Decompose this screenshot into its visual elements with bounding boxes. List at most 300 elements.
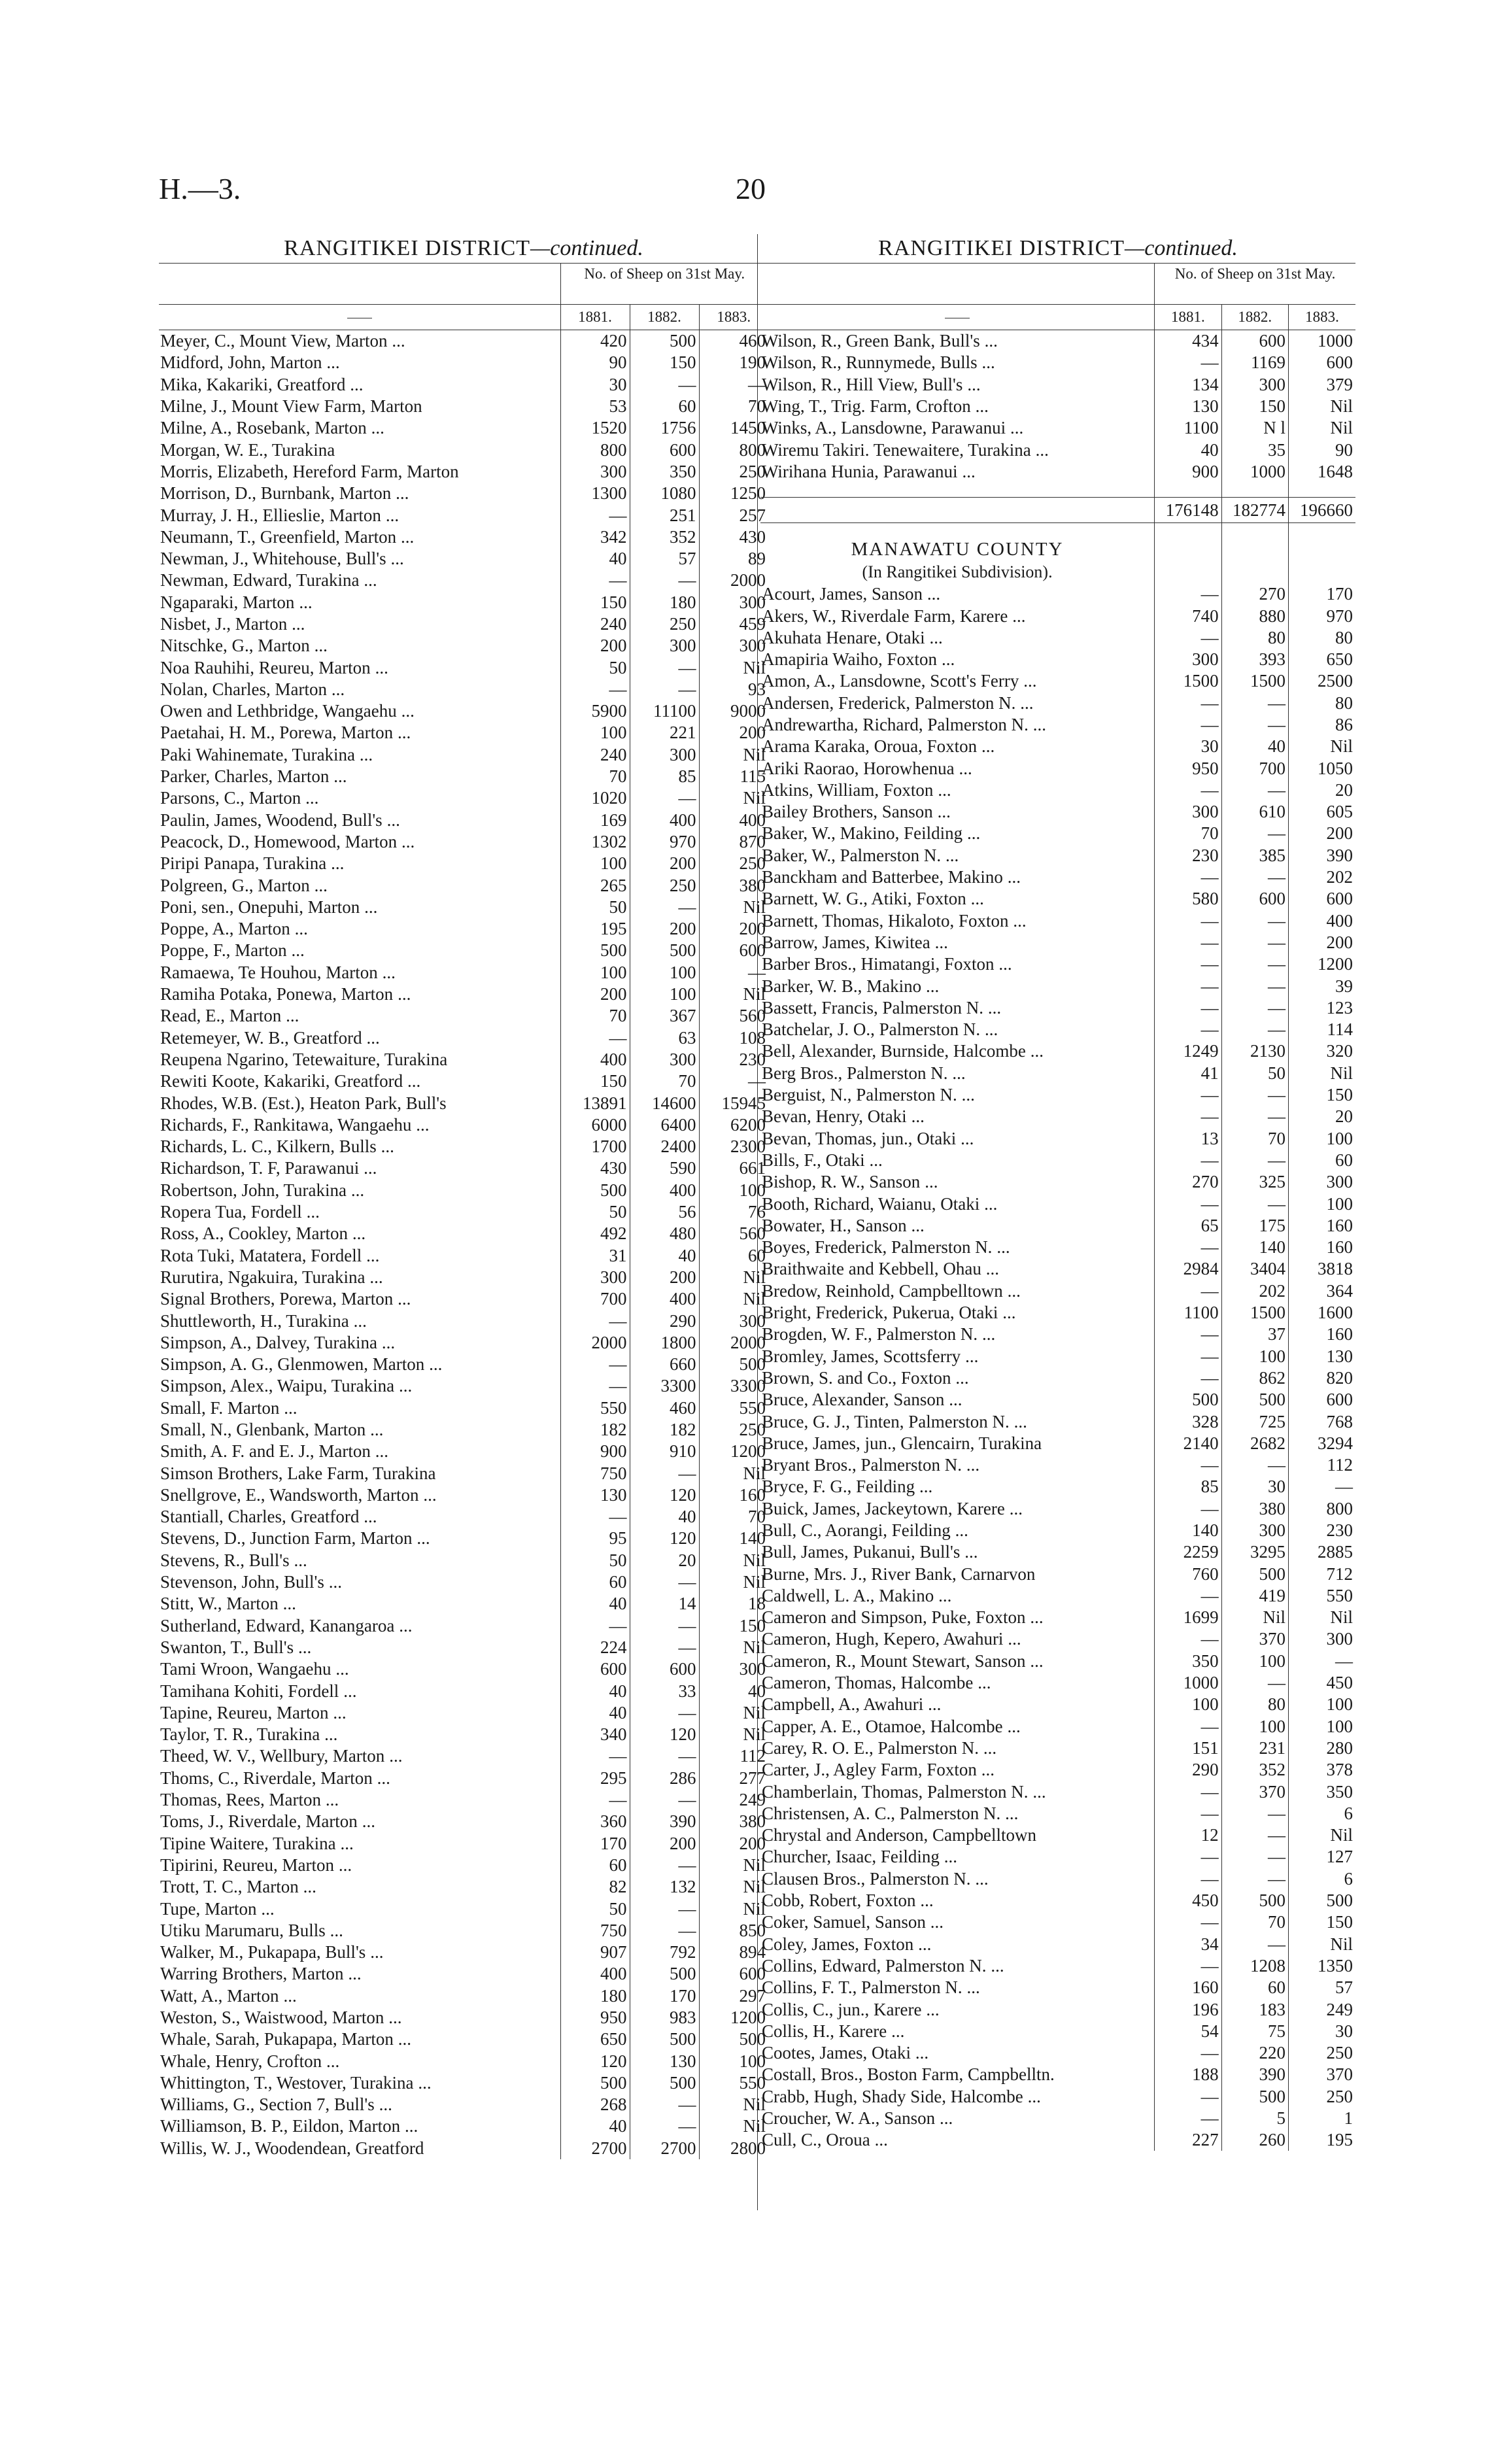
sheep-count-1883: 200 xyxy=(699,1832,768,1854)
sheep-count-1881: 550 xyxy=(560,1397,630,1419)
sheep-count-1883: Nil xyxy=(699,1571,768,1593)
leader-dots: ... xyxy=(1007,1280,1021,1301)
leader-dots: ... xyxy=(331,679,345,699)
owner-name-cell xyxy=(760,714,1155,736)
sheep-count-1882: — xyxy=(1221,997,1288,1019)
sheep-count-1881: — xyxy=(1155,1868,1221,1890)
owner-name: Barrow, James, Kiwitea xyxy=(762,932,930,952)
sheep-count-1881: 40 xyxy=(560,1702,630,1724)
sheep-count-1883: 450 xyxy=(1289,1672,1355,1694)
leader-dots: ... xyxy=(955,1520,968,1540)
leader-dots: ... xyxy=(340,1833,354,1853)
sheep-count-1882: — xyxy=(630,1745,699,1767)
sheep-count-1881: 500 xyxy=(560,2072,630,2094)
owner-name-cell xyxy=(760,1454,1155,1476)
sheep-count-1882: 270 xyxy=(1221,583,1288,605)
sheep-count-1881: 150 xyxy=(560,592,630,613)
sheep-count-1882: 385 xyxy=(1221,845,1288,866)
leader-dots: ... xyxy=(331,853,345,874)
table-row xyxy=(159,744,768,766)
owner-name: Barnett, W. G., Atiki, Foxton xyxy=(762,889,966,909)
table-row xyxy=(760,1476,1355,1497)
table-row xyxy=(760,1128,1355,1150)
leader-dots: ... xyxy=(952,1063,966,1083)
leader-dots: ... xyxy=(920,1891,934,1911)
county-title: MANAWATU COUNTY xyxy=(851,539,1064,560)
owner-name: Paki Wahinemate, Turakina xyxy=(160,744,356,764)
sheep-count-1881: 907 xyxy=(560,1942,630,1963)
owner-name-cell xyxy=(159,1136,560,1157)
sheep-count-1882: — xyxy=(1221,714,1288,736)
sheep-count-1881: 265 xyxy=(560,874,630,896)
sheep-count-1881: 140 xyxy=(1155,1520,1221,1541)
sheep-count-1882: — xyxy=(1221,1150,1288,1171)
sheep-count-1881: 54 xyxy=(1155,2021,1221,2042)
sheep-count-1881: — xyxy=(1155,1585,1221,1607)
leader-dots: ... xyxy=(385,505,400,525)
leader-dots: ... xyxy=(390,549,404,569)
owner-name: Morrison, D., Burnbank, Marton xyxy=(160,483,392,504)
owner-name-cell xyxy=(159,679,560,700)
leader-dots: ... xyxy=(379,2095,392,2115)
sheep-count-1883: 870 xyxy=(699,831,768,853)
table-row xyxy=(159,831,768,853)
sheep-count-1882: 50 xyxy=(1221,1063,1288,1084)
sheep-count-1881: 750 xyxy=(560,1920,630,1942)
sheep-count-1882: 725 xyxy=(1221,1411,1288,1432)
sheep-count-1883: 114 xyxy=(1289,1019,1355,1040)
owner-name-cell xyxy=(760,997,1155,1019)
owner-name: Baker, W., Palmerston N. xyxy=(762,845,942,865)
sheep-count-1883: Nil xyxy=(699,1267,768,1288)
table-row xyxy=(760,779,1355,801)
sheep-count-1882: — xyxy=(1221,1193,1288,1214)
sheep-count-1882: 33 xyxy=(630,1680,699,1702)
owner-name: Rurutira, Ngakuira, Turakina xyxy=(160,1267,366,1287)
table-row xyxy=(760,1737,1355,1759)
sheep-count-1883: 300 xyxy=(1289,1171,1355,1193)
sheep-count-1881: 500 xyxy=(1155,1389,1221,1411)
owner-name-cell xyxy=(159,2138,560,2159)
table-row xyxy=(760,1846,1355,1868)
owner-name: Swanton, T., Bull's xyxy=(160,1637,294,1657)
sheep-count-1883: — xyxy=(1289,1476,1355,1497)
sheep-count-1882: — xyxy=(1221,1084,1288,1106)
owner-name-cell xyxy=(159,504,560,526)
owner-name-cell xyxy=(159,2115,560,2137)
sheep-count-1883: Nil xyxy=(1289,1824,1355,1846)
leader-dots: ... xyxy=(996,1237,1010,1258)
owner-name: Williams, G., Section 7, Bull's xyxy=(160,2095,375,2115)
owner-name-cell xyxy=(760,1063,1155,1084)
sheep-count-1881: — xyxy=(1155,1955,1221,1977)
sheep-count-1883: 39 xyxy=(1289,975,1355,997)
owner-name: Collis, C., jun., Karere xyxy=(762,1999,922,2019)
owner-name-cell xyxy=(159,940,560,961)
owner-name-cell xyxy=(159,1768,560,1789)
leader-dots: ... xyxy=(1032,1781,1046,1802)
owner-name-cell xyxy=(760,1520,1155,1541)
leader-dots: ... xyxy=(981,352,995,373)
owner-name: Tipine Waitere, Turakina xyxy=(160,1833,336,1853)
owner-name-cell xyxy=(760,779,1155,801)
owner-name-cell xyxy=(159,461,560,483)
owner-name: Sutherland, Edward, Kanangaroa xyxy=(160,1615,395,1635)
leader-dots: ... xyxy=(350,1180,365,1200)
sheep-count-1881: 30 xyxy=(1155,736,1221,757)
sheep-count-1882: — xyxy=(630,679,699,700)
table-row xyxy=(760,888,1355,910)
table-row xyxy=(760,1911,1355,1933)
owner-name-cell xyxy=(760,953,1155,975)
sheep-count-1881: 1700 xyxy=(560,1136,630,1157)
leader-dots: ... xyxy=(392,331,405,351)
owner-name: Costall, Bros., Boston Farm, Campbelltn. xyxy=(762,2064,1055,2085)
table-row xyxy=(159,352,768,373)
owner-name-cell xyxy=(760,1651,1155,1672)
table-row xyxy=(159,1092,768,1114)
sheep-count-1881: 1020 xyxy=(560,787,630,809)
table-row xyxy=(760,910,1355,932)
sheep-count-1883: 300 xyxy=(699,635,768,657)
right-column xyxy=(760,234,1355,2151)
sheep-count-1881: — xyxy=(1155,1324,1221,1345)
leader-dots: ... xyxy=(292,614,305,634)
table-row xyxy=(159,2072,768,2094)
table-row xyxy=(760,1498,1355,1520)
owner-name-cell xyxy=(159,330,560,352)
owner-name-cell xyxy=(159,787,560,809)
owner-name-cell xyxy=(760,1215,1155,1237)
sheep-count-1883: 150 xyxy=(1289,1911,1355,1933)
sheep-count-1883: 190 xyxy=(699,352,768,373)
table-row xyxy=(159,897,768,918)
sheep-count-1882: — xyxy=(1221,1803,1288,1824)
sheep-count-1882: 80 xyxy=(1221,627,1288,649)
owner-name-cell xyxy=(760,1367,1155,1389)
sheep-count-1881: 134 xyxy=(1155,374,1221,396)
owner-name: Churcher, Isaac, Feilding xyxy=(762,1847,940,1867)
table-row xyxy=(760,736,1355,757)
owner-name: Stevens, D., Junction Farm, Marton xyxy=(160,1528,413,1549)
owner-name: Berg Bros., Palmerston N. xyxy=(762,1063,948,1083)
leader-dots: ... xyxy=(1013,1411,1027,1431)
table-row xyxy=(159,1114,768,1136)
sheep-count-1881: 100 xyxy=(1155,1694,1221,1715)
owner-name: Bull, C., Aorangi, Feilding xyxy=(762,1520,951,1540)
total-1882: 182774 xyxy=(1221,498,1288,523)
leader-dots: ... xyxy=(298,1637,312,1657)
table-row xyxy=(760,1345,1355,1367)
owner-name: Williamson, B. P., Eildon, Marton xyxy=(160,2116,401,2136)
table-row xyxy=(159,1811,768,1832)
leader-dots: ... xyxy=(401,701,415,721)
sheep-count-1881: — xyxy=(1155,1454,1221,1476)
leader-dots: ... xyxy=(338,1855,352,1875)
sheep-count-1881: 700 xyxy=(560,1288,630,1310)
owner-name-cell xyxy=(760,1803,1155,1824)
owner-name-cell xyxy=(159,1832,560,1854)
sheep-count-1883: 460 xyxy=(699,330,768,352)
leader-dots: ... xyxy=(1030,1607,1044,1628)
sheep-count-1883: Nil xyxy=(699,1898,768,1919)
owner-name-cell xyxy=(159,1506,560,1528)
leader-dots: ... xyxy=(305,788,319,808)
owner-name: Amapiria Waiho, Foxton xyxy=(762,649,938,670)
owner-name-cell xyxy=(159,635,560,657)
owner-name: Andrewartha, Richard, Palmerston N. xyxy=(762,715,1029,734)
sheep-count-1883: 378 xyxy=(1289,1759,1355,1781)
sheep-count-1883: 300 xyxy=(699,1658,768,1680)
sheep-count-1881: 342 xyxy=(560,526,630,548)
table-row xyxy=(159,722,768,744)
sheep-count-1883: Nil xyxy=(1289,1607,1355,1628)
leader-dots: ... xyxy=(398,1376,413,1396)
table-row xyxy=(159,766,768,787)
table-row xyxy=(760,1150,1355,1171)
leader-dots: ... xyxy=(938,1585,952,1605)
sheep-count-1881: — xyxy=(1155,1150,1221,1171)
owner-name-cell xyxy=(159,1898,560,1919)
sheep-count-1883: 277 xyxy=(699,1768,768,1789)
sheep-count-1883: 400 xyxy=(1289,910,1355,932)
table-row xyxy=(159,2028,768,2050)
owner-name-cell xyxy=(159,1201,560,1223)
sheep-count-1882: 250 xyxy=(630,874,699,896)
leader-dots: ... xyxy=(324,1724,338,1745)
sheep-count-1883: 250 xyxy=(699,853,768,874)
owner-name-cell xyxy=(760,1237,1155,1258)
owner-name: Thomas, Rees, Marton xyxy=(160,1790,321,1810)
leader-dots: ... xyxy=(333,1702,347,1722)
table-row xyxy=(159,679,768,700)
leader-dots: ... xyxy=(987,997,1002,1018)
owner-name: Neumann, T., Greenfield, Marton xyxy=(160,526,397,547)
sheep-count-1882: 200 xyxy=(630,1267,699,1288)
table-row xyxy=(159,1157,768,1179)
sheep-count-1881: 30 xyxy=(560,374,630,396)
leader-dots: ... xyxy=(1007,867,1021,887)
sheep-count-1881: — xyxy=(1155,1716,1221,1737)
sheep-count-1882: Nil xyxy=(1221,1607,1288,1628)
sheep-count-1882: — xyxy=(630,570,699,591)
sheep-count-1883: 894 xyxy=(699,1942,768,1963)
leader-dots: ... xyxy=(1030,1651,1044,1671)
owner-name: Richards, F., Rankitawa, Wangaehu xyxy=(160,1114,412,1135)
owner-name: Wiremu Takiri. Tenewaitere, Turakina xyxy=(762,439,1031,460)
sheep-count-1882: 11100 xyxy=(630,700,699,722)
owner-name: Tamihana Kohiti, Fordell xyxy=(160,1681,339,1701)
sheep-count-1881: — xyxy=(560,1310,630,1331)
owner-name-cell xyxy=(760,605,1155,626)
owner-name: Stantiall, Charles, Greatford xyxy=(160,1507,360,1527)
leader-dots: ... xyxy=(967,823,981,844)
owner-name-cell xyxy=(760,845,1155,866)
owner-name: Bevan, Henry, Otaki xyxy=(762,1106,907,1127)
right-col-group-header: No. of Sheep on 31st May. xyxy=(1155,264,1355,305)
sheep-count-1883: 200 xyxy=(1289,932,1355,953)
sheep-count-1881: — xyxy=(560,1354,630,1375)
leader-dots: ... xyxy=(401,526,415,547)
table-row xyxy=(159,1832,768,1854)
sheep-count-1883: 160 xyxy=(1289,1237,1355,1258)
table-row xyxy=(760,2042,1355,2064)
table-row xyxy=(159,1985,768,2007)
owner-name-cell xyxy=(760,1868,1155,1890)
owner-name: Winks, A., Lansdowne, Parawanui xyxy=(762,418,1006,438)
table-row xyxy=(159,2115,768,2137)
sheep-count-1881: 295 xyxy=(560,1768,630,1789)
owner-name: Amon, A., Lansdowne, Scott's Ferry xyxy=(762,671,1019,691)
sheep-count-1883: Nil xyxy=(699,897,768,918)
left-year-header: 1881. xyxy=(560,305,630,330)
owner-name-cell xyxy=(760,1846,1155,1868)
sheep-count-1883: Nil xyxy=(699,787,768,809)
sheep-count-1881: — xyxy=(1155,1193,1221,1214)
table-row xyxy=(760,1258,1355,1280)
sheep-count-1883: 80 xyxy=(1289,693,1355,714)
table-row xyxy=(159,1768,768,1789)
leader-dots: ... xyxy=(423,1484,437,1505)
sheep-count-1883: 130 xyxy=(1289,1345,1355,1367)
sheep-count-1882: 35 xyxy=(1221,439,1288,460)
sheep-count-1882: — xyxy=(1221,1933,1288,1955)
sheep-count-1881: — xyxy=(1155,1628,1221,1650)
owner-name: Warring Brothers, Marton xyxy=(160,1964,344,1984)
owner-name-cell xyxy=(159,1571,560,1593)
sheep-count-1881: — xyxy=(1155,1237,1221,1258)
owner-name-cell xyxy=(760,757,1155,779)
owner-name-cell xyxy=(760,1128,1155,1150)
owner-name: Owen and Lethbridge, Wangaehu xyxy=(160,701,397,721)
owner-name: Watt, A., Marton xyxy=(160,1985,279,2006)
table-row xyxy=(159,592,768,613)
sheep-count-1882: 231 xyxy=(1221,1737,1288,1759)
sheep-count-1882: 175 xyxy=(1221,1215,1288,1237)
owner-name: Parker, Charles, Marton xyxy=(160,766,330,787)
sheep-count-1882: 40 xyxy=(630,1244,699,1266)
owner-name-cell xyxy=(760,1411,1155,1432)
sheep-count-1881: 450 xyxy=(1155,1890,1221,1911)
table-row xyxy=(159,2138,768,2159)
table-row xyxy=(760,1651,1355,1672)
owner-name-cell xyxy=(159,1114,560,1136)
owner-name-cell xyxy=(159,2072,560,2094)
owner-name-cell xyxy=(159,1855,560,1876)
owner-name-cell xyxy=(760,374,1155,396)
sheep-count-1882: 1756 xyxy=(630,417,699,439)
table-row xyxy=(760,330,1355,352)
owner-name-cell xyxy=(159,1811,560,1832)
table-row xyxy=(760,1563,1355,1584)
sheep-count-1881: — xyxy=(1155,2042,1221,2064)
sheep-count-1882: — xyxy=(1221,866,1288,888)
sheep-count-1883: 500 xyxy=(1289,1890,1355,1911)
owner-name: Newman, Edward, Turakina xyxy=(160,570,360,590)
sheep-count-1881: 600 xyxy=(560,1658,630,1680)
sheep-count-1882: 70 xyxy=(630,1070,699,1092)
sheep-count-1883: 100 xyxy=(699,1180,768,1201)
sheep-count-1882: — xyxy=(1221,1846,1288,1868)
owner-name: Bailey Brothers, Sanson xyxy=(762,802,933,822)
sheep-count-1882: 300 xyxy=(630,635,699,657)
sheep-count-1883: 970 xyxy=(1289,605,1355,626)
sheep-count-1883: 123 xyxy=(1289,997,1355,1019)
owner-name: Croucher, W. A., Sanson xyxy=(762,2108,936,2128)
owner-name-cell xyxy=(159,1070,560,1092)
sheep-count-1883: 2000 xyxy=(699,1332,768,1354)
sheep-count-1882: 120 xyxy=(630,1484,699,1506)
owner-name: Bryant Bros., Palmerston N. xyxy=(762,1455,962,1475)
owner-name-cell xyxy=(159,1484,560,1506)
sheep-count-1881: 434 xyxy=(1155,330,1221,352)
sheep-count-1882: 419 xyxy=(1221,1585,1288,1607)
sheep-count-1883: 550 xyxy=(699,2072,768,2094)
owner-name-cell xyxy=(760,1585,1155,1607)
owner-name-cell xyxy=(760,1498,1155,1520)
sheep-count-1883: 250 xyxy=(699,1419,768,1441)
table-row xyxy=(159,439,768,460)
sheep-count-1881: 430 xyxy=(560,1157,630,1179)
owner-name-cell xyxy=(760,2064,1155,2085)
table-row xyxy=(760,605,1355,626)
sheep-count-1881: 2259 xyxy=(1155,1541,1221,1563)
table-row xyxy=(760,997,1355,1019)
sheep-count-1882: 120 xyxy=(630,1724,699,1745)
sheep-count-1881: — xyxy=(1155,1846,1221,1868)
leader-dots: ... xyxy=(984,1019,998,1040)
owner-name-cell xyxy=(760,736,1155,757)
owner-name: Milne, J., Mount View Farm, Marton xyxy=(160,396,422,417)
table-row xyxy=(760,845,1355,866)
sheep-count-1881: 1100 xyxy=(1155,417,1221,439)
sheep-count-1882: 500 xyxy=(1221,1890,1288,1911)
sheep-count-1881: — xyxy=(1155,1106,1221,1127)
sheep-count-1881: — xyxy=(1155,2086,1221,2108)
sheep-count-1882: 132 xyxy=(630,1876,699,1898)
table-row xyxy=(159,1745,768,1767)
sheep-count-1883: 500 xyxy=(699,2028,768,2050)
owner-name: Collis, H., Karere xyxy=(762,2021,887,2041)
sheep-count-1882: 300 xyxy=(1221,1520,1288,1541)
leader-dots: ... xyxy=(343,1681,357,1701)
leader-dots: ... xyxy=(398,984,411,1004)
sheep-count-1882: 130 xyxy=(630,2050,699,2072)
sheep-count-1881: — xyxy=(1155,953,1221,975)
left-column xyxy=(159,234,768,2159)
table-row xyxy=(760,1063,1355,1084)
leader-dots: ... xyxy=(381,1332,396,1352)
sheep-count-1882: 910 xyxy=(630,1441,699,1462)
owner-name: Wing, T., Trig. Farm, Crofton xyxy=(762,396,971,417)
leader-dots: ... xyxy=(398,723,411,743)
sheep-count-1883: 257 xyxy=(699,504,768,526)
leader-dots: ... xyxy=(401,831,415,851)
sheep-count-1882: 325 xyxy=(1221,1171,1288,1193)
owner-name: Ropera Tua, Fordell xyxy=(160,1202,302,1222)
leader-dots: ... xyxy=(961,1085,975,1105)
total-1881: 176148 xyxy=(1155,498,1221,523)
owner-name: Rewiti Koote, Kakariki, Greatford xyxy=(160,1071,403,1091)
owner-name-cell xyxy=(760,1302,1155,1324)
sheep-count-1882: 400 xyxy=(630,1288,699,1310)
sheep-count-1883: 600 xyxy=(1289,1389,1355,1411)
owner-name: Bryce, F. G., Feilding xyxy=(762,1477,915,1497)
sheep-count-1883: 230 xyxy=(699,1049,768,1070)
owner-name-cell xyxy=(159,2028,560,2050)
sheep-count-1881: — xyxy=(1155,779,1221,801)
sheep-count-1883: 60 xyxy=(699,1244,768,1266)
